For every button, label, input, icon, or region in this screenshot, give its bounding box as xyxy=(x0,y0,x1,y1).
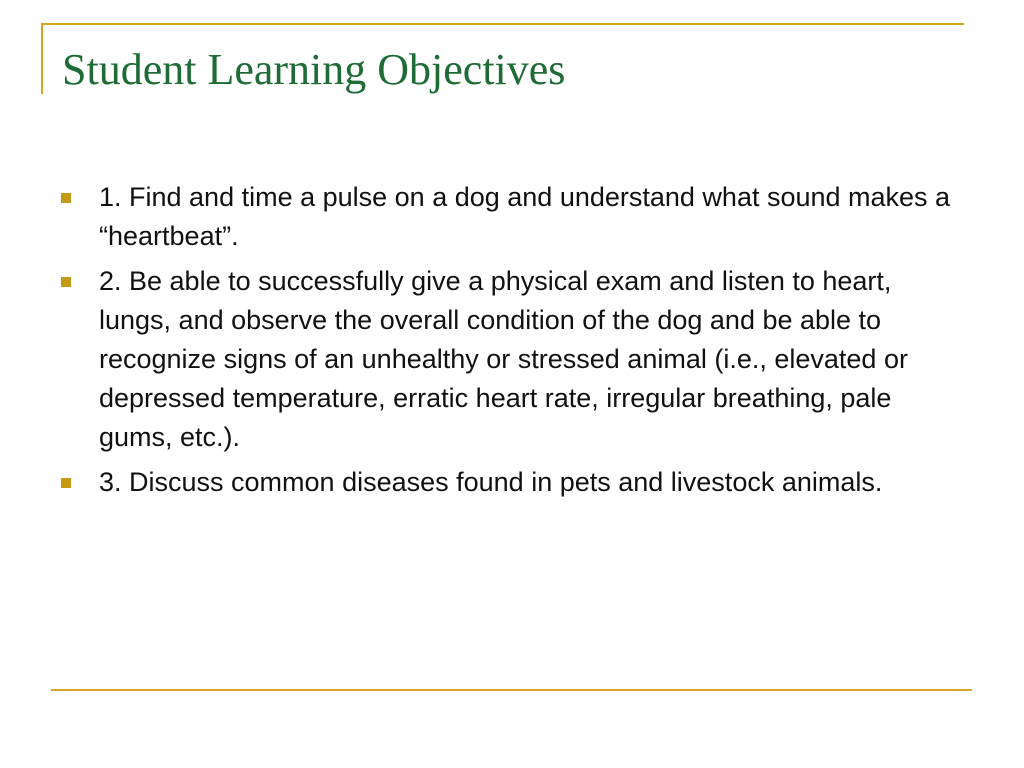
frame-top-rule xyxy=(41,23,964,25)
objective-item-2 xyxy=(61,262,966,457)
slide-title: Student Learning Objectives xyxy=(62,45,566,94)
objective-text-2: 2. Be able to successfully give a physical exam and listen to heart, lungs, and observe the overall condition of the dog and be able to recognize signs of an unhealthy or stressed animal (i.e., elevated or depressed temperature, erratic heart rate, irregular breathing, pale gums, etc.). xyxy=(99,266,908,452)
objective-text-3: 3. Discuss common diseases found in pets and livestock animals. xyxy=(99,467,883,497)
square-bullet-icon xyxy=(61,478,71,488)
square-bullet-icon xyxy=(61,277,71,287)
square-bullet-icon xyxy=(61,193,71,203)
frame-left-rule xyxy=(41,23,43,94)
objective-item-3 xyxy=(61,463,966,502)
frame-bottom-rule xyxy=(51,689,972,691)
objectives-list xyxy=(61,178,966,508)
objective-text-1: 1. Find and time a pulse on a dog and understand what sound makes a “heartbeat”. xyxy=(99,182,951,251)
objective-item-1 xyxy=(61,178,966,256)
